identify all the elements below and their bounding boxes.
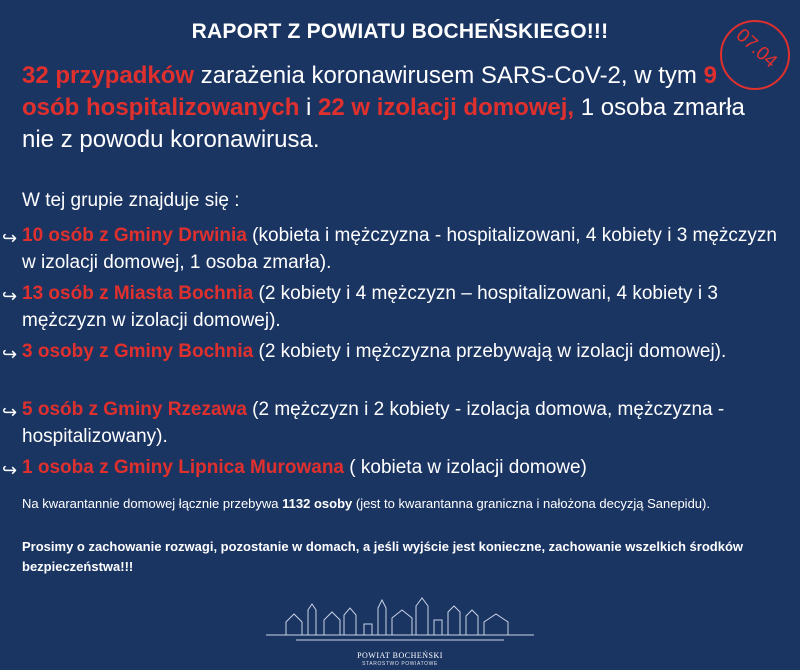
group-place: 13 osób z Miasta Bochnia xyxy=(22,283,254,304)
group-detail: (2 mężczyzn i 2 kobiety - izolacja domowa, mężczyzna - hospitalizowany). xyxy=(22,399,725,447)
quarantine-count: 1132 osoby xyxy=(282,496,353,511)
group-detail: ( kobieta w izolacji domowe) xyxy=(344,457,587,478)
group-item-drwinia xyxy=(2,222,782,276)
headline-text-1: zarażenia koronawirusem SARS-CoV-2, w tym xyxy=(194,62,704,89)
arrow-icon: ↪ xyxy=(2,402,18,422)
arrow-icon: ↪ xyxy=(2,228,18,248)
group-detail: (2 kobiety i 4 mężczyzn – hospitalizowani, 4 kobiety i 3 mężczyzn w izolacji domowej). xyxy=(22,283,718,331)
headline-text-3: 1 osoba zmarła nie z powodu koronawirusa. xyxy=(22,94,745,153)
headline xyxy=(22,60,762,156)
headline-text-2: i xyxy=(299,94,319,121)
quarantine-text-1: Na kwarantannie domowej łącznie przebywa xyxy=(22,496,283,511)
group-item-gmina-bochnia xyxy=(2,338,782,365)
arrow-icon: ↪ xyxy=(2,460,18,480)
hospitalized-count: 9 osób hospitalizowanych xyxy=(22,62,717,121)
quarantine-note xyxy=(22,494,782,514)
cases-count: 32 przypadków xyxy=(22,62,195,89)
group-place: 1 osoba z Gminy Lipnica Murowana xyxy=(22,457,344,478)
group-detail: (2 kobiety i mężczyzna przebywają w izolacji domowej). xyxy=(253,341,727,362)
group-detail: (kobieta i mężczyzna - hospitalizowani, 4 kobiety i 3 mężczyzn w izolacji domowej, 1 osoba zmarła). xyxy=(22,225,777,273)
quarantine-text-2: (jest to kwarantanna graniczna i nałożona decyzją Sanepidu). xyxy=(352,496,710,511)
logo-subtitle: STAROSTWO POWIATOWE xyxy=(362,661,438,667)
arrow-icon: ↪ xyxy=(2,344,18,364)
skyline-logo-icon xyxy=(266,590,534,650)
group-intro: W tej grupie znajduje się : xyxy=(22,190,240,211)
appeal-text: Prosimy o zachowanie rozwagi, pozostanie w domach, a jeśli wyjście jest konieczne, zachowanie wszelkich środków bezpieczeństwa!!! xyxy=(22,539,744,574)
group-item-rzezawa xyxy=(2,396,782,450)
date-stamp-text: 07.04 xyxy=(731,24,782,73)
group-item-miasto-bochnia xyxy=(2,280,782,334)
page-title: RAPORT Z POWIATU BOCHEŃSKIEGO!!! xyxy=(191,20,609,43)
arrow-icon: ↪ xyxy=(2,286,18,306)
group-item-lipnica-murowana xyxy=(2,454,782,481)
group-place: 10 osób z Gminy Drwinia xyxy=(22,225,247,246)
group-place: 5 osób z Gminy Rzezawa xyxy=(22,399,247,420)
group-place: 3 osoby z Gminy Bochnia xyxy=(22,341,254,362)
home-isolation-count: 22 w izolacji domowej, xyxy=(318,94,575,121)
logo-name: POWIAT BOCHEŃSKI xyxy=(357,651,443,660)
